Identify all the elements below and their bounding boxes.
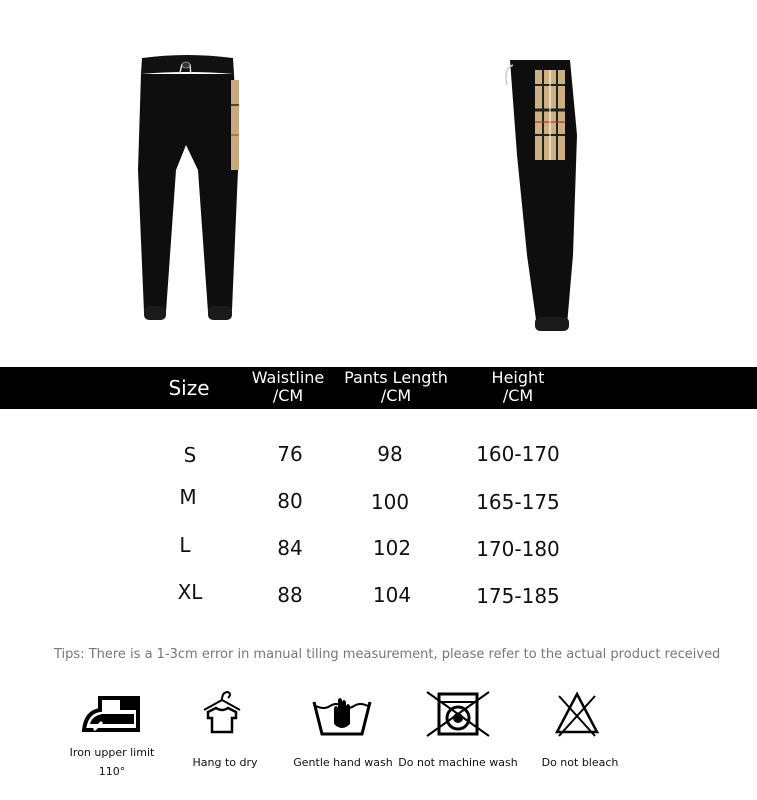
- care-label-iron: Iron upper limit 110°: [69, 746, 155, 778]
- table-cell: XL: [177, 580, 203, 604]
- iron-icon: [80, 690, 144, 738]
- table-cell: 84: [277, 536, 303, 560]
- table-cell: 102: [372, 536, 412, 560]
- header-height: Height /CM: [491, 368, 545, 405]
- pants-front-image: [130, 50, 245, 335]
- table-cell: 88: [277, 583, 303, 607]
- table-cell: 76: [277, 442, 303, 466]
- header-size: Size: [168, 376, 210, 400]
- size-table-header: [0, 367, 757, 409]
- table-cell: M: [179, 485, 197, 509]
- table-cell: 175-185: [476, 584, 560, 608]
- hand-wash-icon: [312, 690, 372, 738]
- care-label-hang: Hang to dry: [192, 756, 258, 769]
- pants-side-image: [495, 55, 590, 335]
- table-cell: S: [183, 443, 197, 467]
- care-label-no-bleach: Do not bleach: [541, 756, 619, 769]
- care-label-hand-wash: Gentle hand wash: [293, 756, 393, 769]
- no-machine-wash-icon: [425, 690, 491, 738]
- hanger-shirt-icon: [198, 688, 246, 740]
- table-cell: L: [179, 533, 191, 557]
- header-waistline: Waistline /CM: [251, 368, 325, 405]
- table-cell: 98: [377, 442, 403, 466]
- table-cell: 170-180: [476, 537, 560, 561]
- measurement-tips: Tips: There is a 1-3cm error in manual tiling measurement, please refer to the actual product received: [54, 647, 721, 662]
- table-cell: 160-170: [476, 442, 560, 466]
- header-pants-length: Pants Length /CM: [344, 368, 448, 405]
- no-bleach-icon: [553, 690, 601, 738]
- table-cell: 100: [370, 490, 410, 514]
- table-cell: 165-175: [476, 490, 560, 514]
- care-label-no-machine-wash: Do not machine wash: [398, 756, 518, 769]
- table-cell: 104: [372, 583, 412, 607]
- table-cell: 80: [277, 489, 303, 513]
